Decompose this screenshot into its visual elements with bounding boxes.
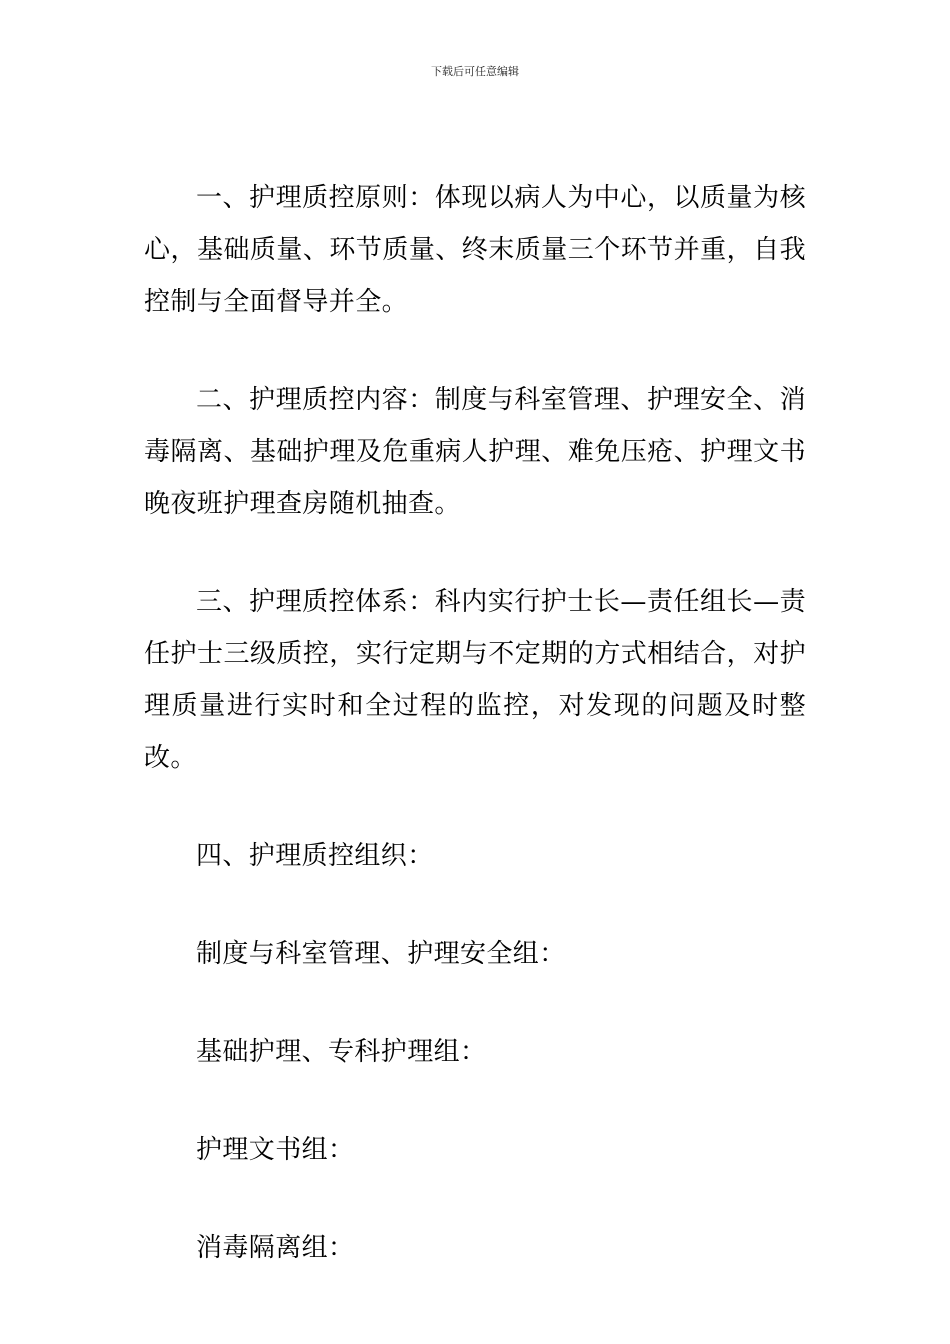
group-basic-specialty: 基础护理、专科护理组： (196, 1037, 487, 1067)
document-body (144, 172, 806, 1274)
paragraph-organization: 四、护理质控组织： (196, 841, 434, 871)
group-management-safety: 制度与科室管理、护理安全组： (196, 939, 566, 969)
paragraph-system: 三、护理质控体系：科内实行护士长—责任组长—责任护士三级质控，实行定期与不定期的方式相结合，对护理质量进行实时和全过程的监控，对发现的问题及时整改。 (144, 587, 806, 773)
paragraph-content: 二、护理质控内容：制度与科室管理、护理安全、消毒隔离、基础护理及危重病人护理、难免压疮、护理文书晚夜班护理查房随机抽查。 (144, 385, 806, 519)
page-header: 下载后可任意编辑 (431, 65, 519, 78)
group-disinfection: 消毒隔离组： (196, 1233, 355, 1263)
group-documents: 护理文书组： (196, 1135, 355, 1165)
paragraph-principles: 一、护理质控原则：体现以病人为中心，以质量为核心，基础质量、环节质量、终末质量三个环节并重，自我控制与全面督导并全。 (144, 183, 806, 317)
